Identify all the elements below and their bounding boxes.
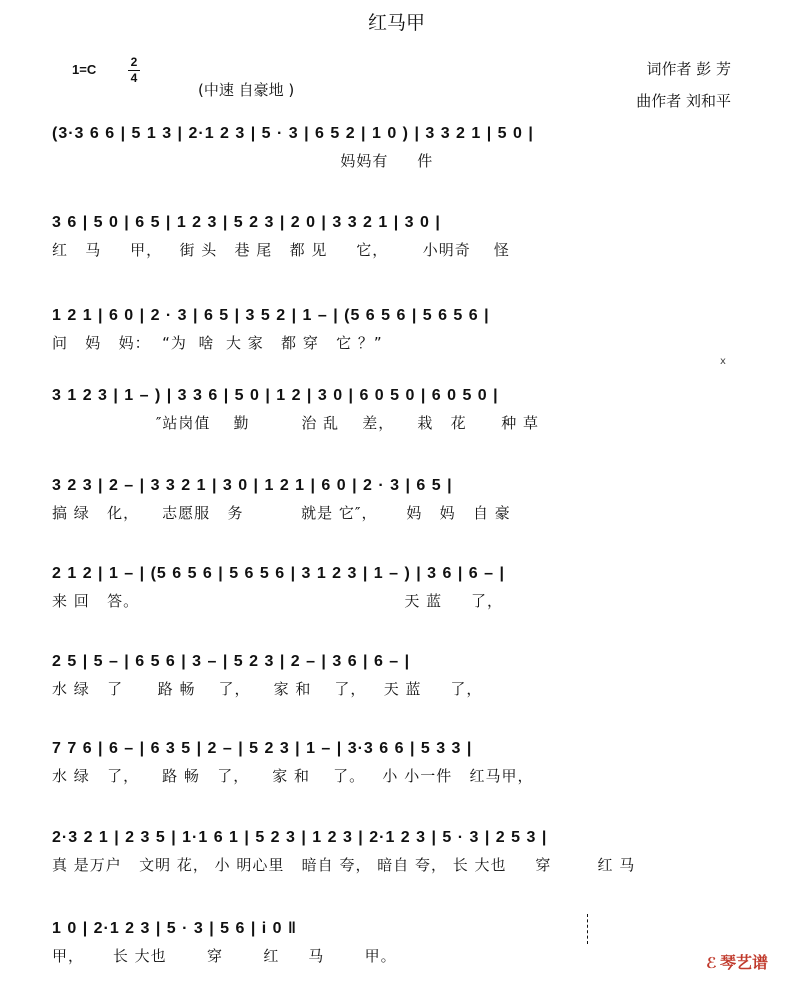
lyrics-line: 水 绿 了， 路 畅 了， 家 和 了。 小 小一件 红马甲，: [52, 767, 534, 785]
notation-line: 3 1 2 3 | 1 – ) | 3 3 6 | 5 0 | 1 2 | 3 0 | 6 0 5 0 | 6 0 5 0 |: [52, 387, 499, 404]
lyrics-line: 妈妈有 件: [52, 152, 434, 170]
song-title: 红马甲: [367, 12, 425, 34]
composer-credit: 曲作者 刘和平: [636, 92, 731, 110]
lyrics-line: 真 是万户 文明 花， 小 明心里 暗自 夸， 暗自 夸， 长 大也 穿 红 马: [52, 856, 636, 874]
dashed-end-line: [587, 914, 588, 944]
lyrics-line: 问 妈 妈： “为 啥 大 家 都 穿 它 ？”: [52, 334, 383, 352]
notation-line: 1 0 | 2·1 2 3 | 5 · 3 | 5 6 | i 0 ‖: [52, 920, 297, 937]
notation-line: 2 5 | 5 – | 6 5 6 | 3 – | 5 2 3 | 2 – | 3 6 | 6 – |: [52, 653, 411, 670]
notation-line: 7 7 6 | 6 – | 6 3 5 | 2 – | 5 2 3 | 1 – | 3·3 6 6 | 5 3 3 |: [52, 740, 473, 757]
lyrics-line: 水 绿 了 路 畅 了， 家 和 了， 天 蓝 了，: [52, 680, 483, 698]
lyrics-line: ″站岗值 勤 治 乱 差， 栽 花 种 草: [52, 414, 540, 432]
notation-line: (3·3 6 6 | 5 1 3 | 2·1 2 3 | 5 · 3 | 6 5 2 | 1 0 ) | 3 3 2 1 | 5 0 |: [52, 125, 534, 142]
time-signature: [128, 56, 140, 85]
corner-mark: x: [720, 356, 726, 367]
notation-line: 3 2 3 | 2 – | 3 3 2 1 | 3 0 | 1 2 1 | 6 0 | 2 · 3 | 6 5 |: [52, 477, 453, 494]
lyrics-line: 红 马 甲， 街 头 巷 尾 都 见 它， 小明奇 怪: [52, 241, 510, 259]
lyricist-credit: 词作者 彭 芳: [646, 60, 731, 78]
keyboard-logo-icon: ℰ: [706, 954, 717, 972]
tempo-marking: (中速 自豪地 ): [198, 81, 295, 99]
time-signature-top: 2: [130, 55, 138, 69]
lyrics-line: 搞 绿 化， 志愿服 务 就是 它″， 妈 妈 自 豪: [52, 504, 511, 522]
watermark-brand: 琴艺谱: [719, 953, 768, 972]
lyrics-line: 来 回 答。 天 蓝 了，: [52, 592, 504, 610]
lyrics-line: 甲， 长 大也 穿 红 马 甲。: [52, 947, 397, 965]
watermark-logo: [706, 950, 768, 973]
time-signature-bottom: 4: [130, 71, 138, 85]
notation-line: 2·3 2 1 | 2 3 5 | 1·1 6 1 | 5 2 3 | 1 2 3 | 2·1 2 3 | 5 · 3 | 2 5 3 |: [52, 829, 548, 846]
key-signature: 1=C: [72, 62, 97, 77]
notation-line: 3 6 | 5 0 | 6 5 | 1 2 3 | 5 2 3 | 2 0 | 3 3 2 1 | 3 0 |: [52, 214, 441, 231]
notation-line: 1 2 1 | 6 0 | 2 · 3 | 6 5 | 3 5 2 | 1 – | (5 6 5 6 | 5 6 5 6 |: [52, 307, 490, 324]
notation-line: 2 1 2 | 1 – | (5 6 5 6 | 5 6 5 6 | 3 1 2 3 | 1 – ) | 3 6 | 6 – |: [52, 565, 505, 582]
